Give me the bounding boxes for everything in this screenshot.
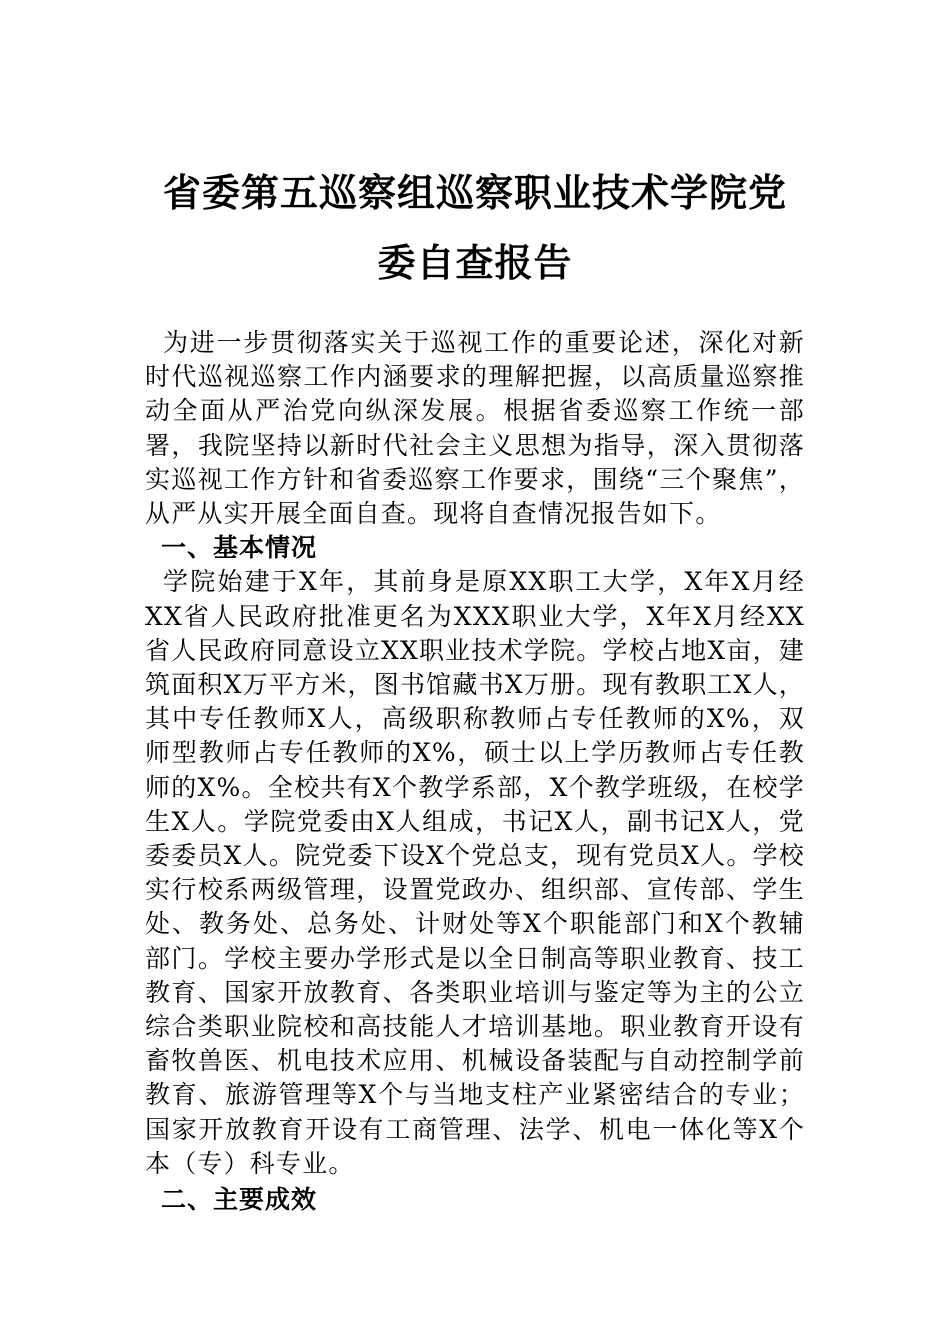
basic-situation-paragraph: 学院始建于X年，其前身是原XX职工大学，X年X月经XX省人民政府批准更名为XXX职业大学，X年X月经XX省人民政府同意设立XX职业技术学院。学校占地X亩，建筑面积X万平方米，图书馆藏书X万册。现有教职工X人，其中专任教师X人，高级职称教师占专任教师的X%，双师型教师占专任教师的X%，硕士以上学历教师占专任教师的X%。全校共有X个教学系部，X个教学班级，在校学生X人。学院党委由X人组成，书记X人，副书记X人，党委委员X人。院党委下设X个党总支，现有党员X人。学校实行校系两级管理，设置党政办、组织部、宣传部、学生处、教务处、总务处、计财处等X个职能部门和X个教辅部门。学校主要办学形式是以全日制高等职业教育、技工教育、国家开放教育、各类职业培训与鉴定等为主的公立综合类职业院校和高技能人才培训基地。职业教育开设有畜牧兽医、机电技术应用、机械设备装配与自动控制学前教育、旅游管理等X个与当地支柱产业紧密结合的专业；国家开放教育开设有工商管理、法学、机电一体化等X个本（专）科专业。 bbox=[145, 567, 805, 1178]
document-body bbox=[145, 326, 805, 1217]
section-heading-basic-situation: 一、基本情况 bbox=[161, 533, 318, 563]
section-heading-main-achievements: 二、主要成效 bbox=[161, 1185, 318, 1215]
document-title: 省委第五巡察组巡察职业技术学院党委自查报告 bbox=[162, 170, 787, 285]
intro-paragraph: 为进一步贯彻落实关于巡视工作的重要论述，深化对新时代巡视巡察工作内涵要求的理解把握，以高质量巡察推动全面从严治党向纵深发展。根据省委巡察工作统一部署，我院坚持以新时代社会主义思想为指导，深入贯彻落实巡视工作方针和省委巡察工作要求，围绕“三个聚焦”，从严从实开展全面自查。现将自查情况报告如下。 bbox=[145, 328, 805, 529]
